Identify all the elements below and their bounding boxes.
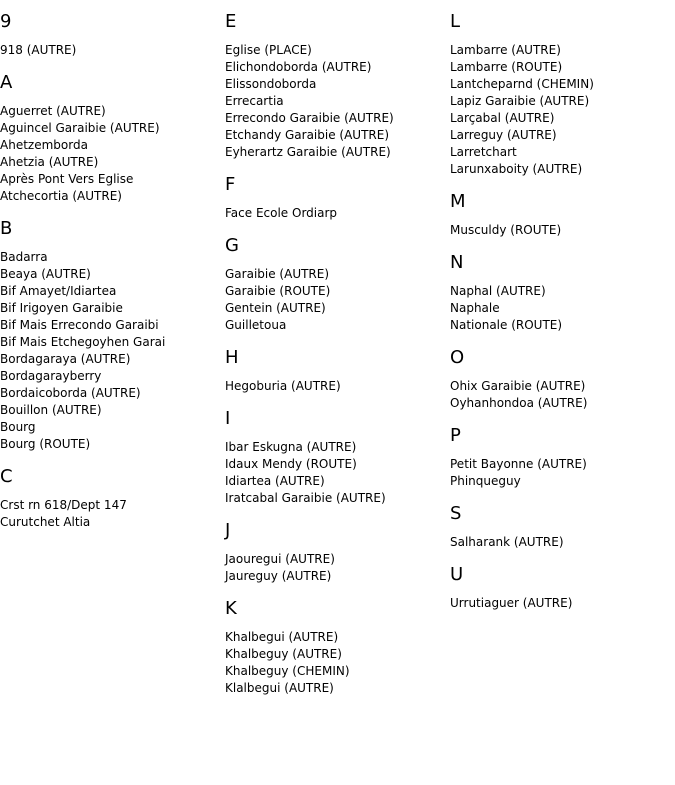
stop-link[interactable]: Larçabal (AUTRE) (450, 111, 555, 125)
stop-link[interactable]: Klalbegui (AUTRE) (225, 681, 334, 695)
stop-link[interactable]: Bif Mais Errecondo Garaibi (0, 318, 159, 332)
letter-heading: I (225, 408, 231, 429)
letter-heading: M (450, 191, 466, 212)
stop-link[interactable]: Nationale (ROUTE) (450, 318, 563, 332)
stop-link[interactable]: 918 (AUTRE) (0, 43, 77, 57)
stop-link[interactable]: Naphale (450, 301, 500, 315)
stop-link[interactable]: Lambarre (ROUTE) (450, 60, 563, 74)
letter-group (225, 597, 445, 697)
stop-link[interactable]: Khalbeguy (AUTRE) (225, 647, 342, 661)
stop-link[interactable]: Lambarre (AUTRE) (450, 43, 561, 57)
stop-link[interactable]: Lantcheparnd (CHEMIN) (450, 77, 594, 91)
letter-group (225, 407, 445, 507)
stop-link[interactable]: Crst rn 618/Dept 147 (0, 498, 127, 512)
letter-heading: O (450, 347, 465, 368)
stop-link[interactable]: Curutchet Altia (0, 515, 91, 529)
stop-link[interactable]: Guilletoua (225, 318, 287, 332)
letter-group (0, 10, 220, 59)
stop-link[interactable]: Beaya (AUTRE) (0, 267, 91, 281)
letter-heading: C (0, 466, 13, 487)
stop-link[interactable]: Bif Irigoyen Garaibie (0, 301, 123, 315)
letter-heading: B (0, 218, 13, 239)
stop-link[interactable]: Bordaicoborda (AUTRE) (0, 386, 141, 400)
index-column-3 (450, 10, 670, 624)
letter-group (450, 251, 670, 334)
letter-group (0, 217, 220, 453)
stop-link[interactable]: Bouillon (AUTRE) (0, 403, 102, 417)
stop-link[interactable]: Musculdy (ROUTE) (450, 223, 562, 237)
letter-group (450, 346, 670, 412)
stop-link[interactable]: Aguerret (AUTRE) (0, 104, 106, 118)
stop-link[interactable]: Larunxaboity (AUTRE) (450, 162, 583, 176)
stop-link[interactable]: Ahetzia (AUTRE) (0, 155, 99, 169)
stop-link[interactable]: Errecartia (225, 94, 284, 108)
letter-heading: U (450, 564, 464, 585)
letter-group (450, 10, 670, 178)
letter-group (225, 173, 445, 222)
letter-group (450, 563, 670, 612)
stop-link[interactable]: Lapiz Garaibie (AUTRE) (450, 94, 590, 108)
stop-link[interactable]: Bordagarayberry (0, 369, 102, 383)
stop-link[interactable]: Gentein (AUTRE) (225, 301, 326, 315)
letter-group (450, 190, 670, 239)
stop-link[interactable]: Ibar Eskugna (AUTRE) (225, 440, 357, 454)
letter-group (0, 465, 220, 531)
stop-link[interactable]: Urrutiaguer (AUTRE) (450, 596, 573, 610)
stop-link[interactable]: Hegoburia (AUTRE) (225, 379, 341, 393)
letter-heading: S (450, 503, 462, 524)
stop-link[interactable]: Ahetzemborda (0, 138, 88, 152)
stop-link[interactable]: Ohix Garaibie (AUTRE) (450, 379, 586, 393)
stop-link[interactable]: Face Ecole Ordiarp (225, 206, 338, 220)
stop-link[interactable]: Bourg (0, 420, 36, 434)
letter-group (225, 10, 445, 161)
stop-link[interactable]: Larretchart (450, 145, 517, 159)
letter-heading: 9 (0, 11, 12, 32)
stop-link[interactable]: Phinqueguy (450, 474, 521, 488)
stop-link[interactable]: Bourg (ROUTE) (0, 437, 91, 451)
letter-heading: L (450, 11, 461, 32)
stop-link[interactable]: Bordagaraya (AUTRE) (0, 352, 131, 366)
stop-link[interactable]: Jaouregui (AUTRE) (225, 552, 335, 566)
stop-link[interactable]: Eglise (PLACE) (225, 43, 312, 57)
letter-group (450, 424, 670, 490)
stop-link[interactable]: Jaureguy (AUTRE) (225, 569, 332, 583)
letter-heading: A (0, 72, 13, 93)
letter-heading: E (225, 11, 237, 32)
stop-link[interactable]: Salharank (AUTRE) (450, 535, 564, 549)
stop-link[interactable]: Garaibie (AUTRE) (225, 267, 330, 281)
letter-heading: F (225, 174, 236, 195)
stop-link[interactable]: Oyhanhondoa (AUTRE) (450, 396, 588, 410)
stop-link[interactable]: Bif Mais Etchegoyhen Garai (0, 335, 166, 349)
stop-link[interactable]: Idiartea (AUTRE) (225, 474, 325, 488)
letter-group (225, 519, 445, 585)
letter-heading: J (225, 520, 231, 541)
stop-link[interactable]: Khalbegui (AUTRE) (225, 630, 339, 644)
stop-link[interactable]: Naphal (AUTRE) (450, 284, 546, 298)
letter-heading: N (450, 252, 464, 273)
stop-link[interactable]: Après Pont Vers Eglise (0, 172, 134, 186)
stop-link[interactable]: Iratcabal Garaibie (AUTRE) (225, 491, 386, 505)
stop-link[interactable]: Petit Bayonne (AUTRE) (450, 457, 587, 471)
letter-group (0, 71, 220, 205)
stop-link[interactable]: Elichondoborda (AUTRE) (225, 60, 372, 74)
stop-link[interactable]: Atchecortia (AUTRE) (0, 189, 122, 203)
stop-link[interactable]: Errecondo Garaibie (AUTRE) (225, 111, 394, 125)
stop-link[interactable]: Aguincel Garaibie (AUTRE) (0, 121, 160, 135)
stop-link[interactable]: Larreguy (AUTRE) (450, 128, 557, 142)
stop-link[interactable]: Badarra (0, 250, 48, 264)
letter-heading: K (225, 598, 237, 619)
stop-link[interactable]: Idaux Mendy (ROUTE) (225, 457, 357, 471)
stop-link[interactable]: Khalbeguy (CHEMIN) (225, 664, 350, 678)
letter-group (225, 346, 445, 395)
stop-link[interactable]: Garaibie (ROUTE) (225, 284, 331, 298)
stop-link[interactable]: Eyherartz Garaibie (AUTRE) (225, 145, 391, 159)
letter-heading: H (225, 347, 239, 368)
stop-link[interactable]: Bif Amayet/Idiartea (0, 284, 117, 298)
letter-heading: G (225, 235, 239, 256)
stop-link[interactable]: Etchandy Garaibie (AUTRE) (225, 128, 390, 142)
letter-group (225, 234, 445, 334)
index-column-1 (0, 10, 220, 543)
stop-link[interactable]: Elissondoborda (225, 77, 317, 91)
letter-heading: P (450, 425, 461, 446)
letter-group (450, 502, 670, 551)
index-column-2 (225, 10, 445, 709)
